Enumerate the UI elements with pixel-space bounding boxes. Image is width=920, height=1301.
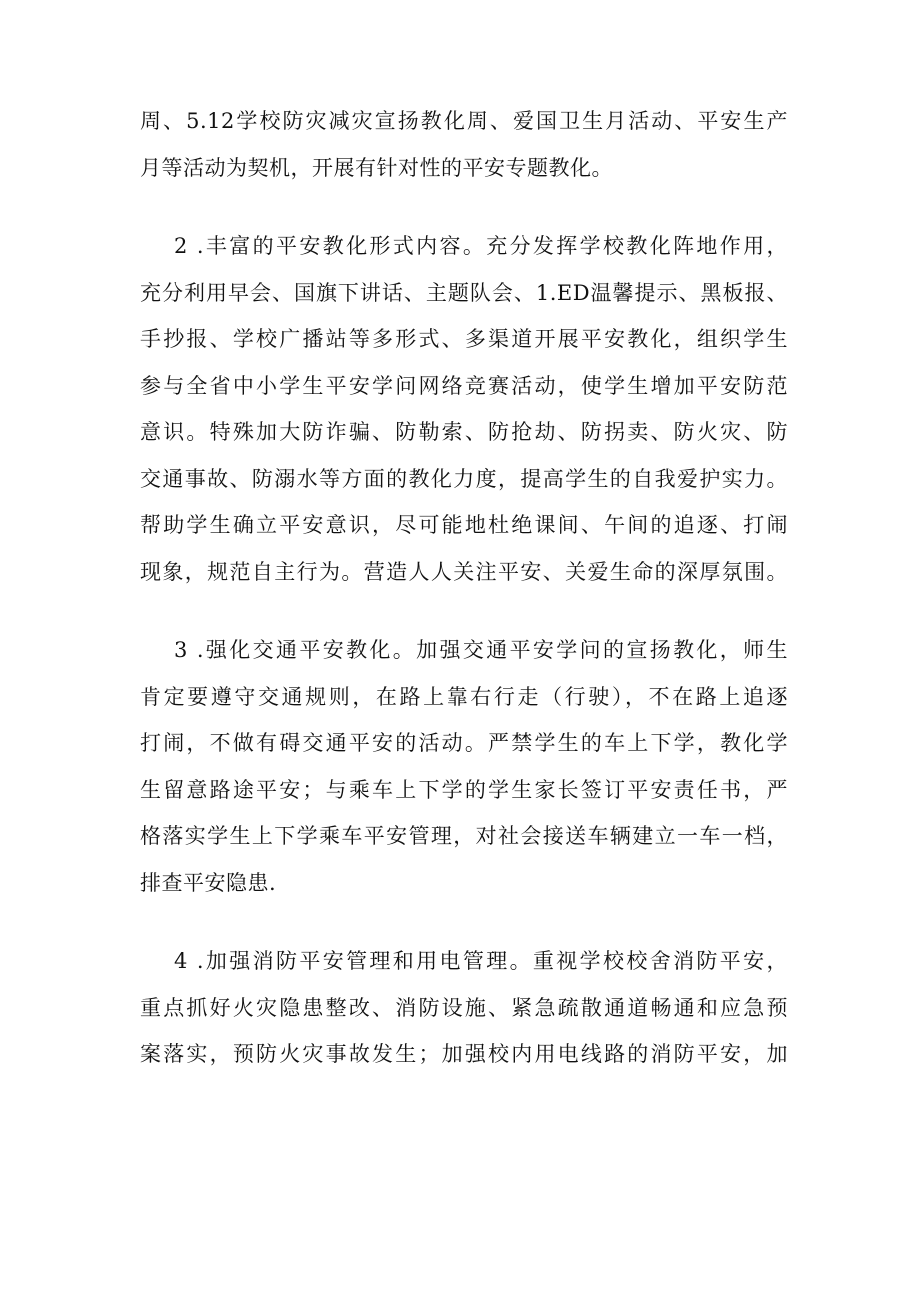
document-page — [140, 98, 788, 1110]
text-line: 月等活动为契机，开展有针对性的平安专题教化。 — [140, 155, 613, 180]
text-line: 帮助学生确立平安意识，尽可能地杜绝课间、午间的追逐、打闹 — [140, 513, 788, 537]
text-line: 3 .强化交通平安教化。加强交通平安学问的宣扬教化，师生 — [174, 638, 788, 662]
text-line: 手抄报、学校广播站等多形式、多渠道开展平安教化，组织学生 — [140, 327, 788, 351]
text-line: 排查平安隐患. — [140, 870, 277, 895]
paragraph-1-continuation — [140, 98, 788, 191]
text-line: 格落实学生上下学乘车平安管理，对社会接送车辆建立一车一档， — [140, 824, 788, 848]
text-line: 4 .加强消防平安管理和用电管理。重视学校校舍消防平安， — [174, 949, 788, 973]
text-line: 肯定要遵守交通规则，在路上靠右行走（行驶），不在路上追逐 — [140, 684, 788, 709]
text-line: 参与全省中小学生平安学问网络竞赛活动，使学生增加平安防范 — [140, 373, 788, 398]
paragraph-3-traffic-safety — [140, 627, 788, 906]
text-line: 充分利用早会、国旗下讲话、主题队会、1.ED温馨提示、黑板报、 — [140, 280, 788, 305]
text-line: 打闹，不做有碍交通平安的活动。严禁学生的车上下学，教化学 — [140, 731, 788, 755]
paragraph-2-teaching-forms — [140, 223, 788, 595]
text-line: 交通事故、防溺水等方面的教化力度，提高学生的自我爱护实力。 — [140, 466, 788, 491]
text-line: 案落实，预防火灾事故发生；加强校内用电线路的消防平安，加 — [140, 1042, 788, 1066]
text-line: 周、5.12学校防灾减灾宣扬教化周、爱国卫生月活动、平安生产 — [140, 109, 788, 133]
text-line: 生留意路途平安；与乘车上下学的学生家长签订平安责任书，严 — [140, 777, 788, 802]
text-line: 2 .丰富的平安教化形式内容。充分发挥学校教化阵地作用， — [174, 234, 788, 258]
text-line: 现象，规范自主行为。营造人人关注平安、关爱生命的深厚氛围。 — [140, 559, 788, 584]
text-line: 意识。特殊加大防诈骗、防勒索、防抢劫、防拐卖、防火灾、防 — [140, 420, 788, 444]
paragraph-4-fire-electric-safety — [140, 938, 788, 1078]
text-line: 重点抓好火灾隐患整改、消防设施、紧急疏散通道畅通和应急预 — [140, 995, 788, 1020]
